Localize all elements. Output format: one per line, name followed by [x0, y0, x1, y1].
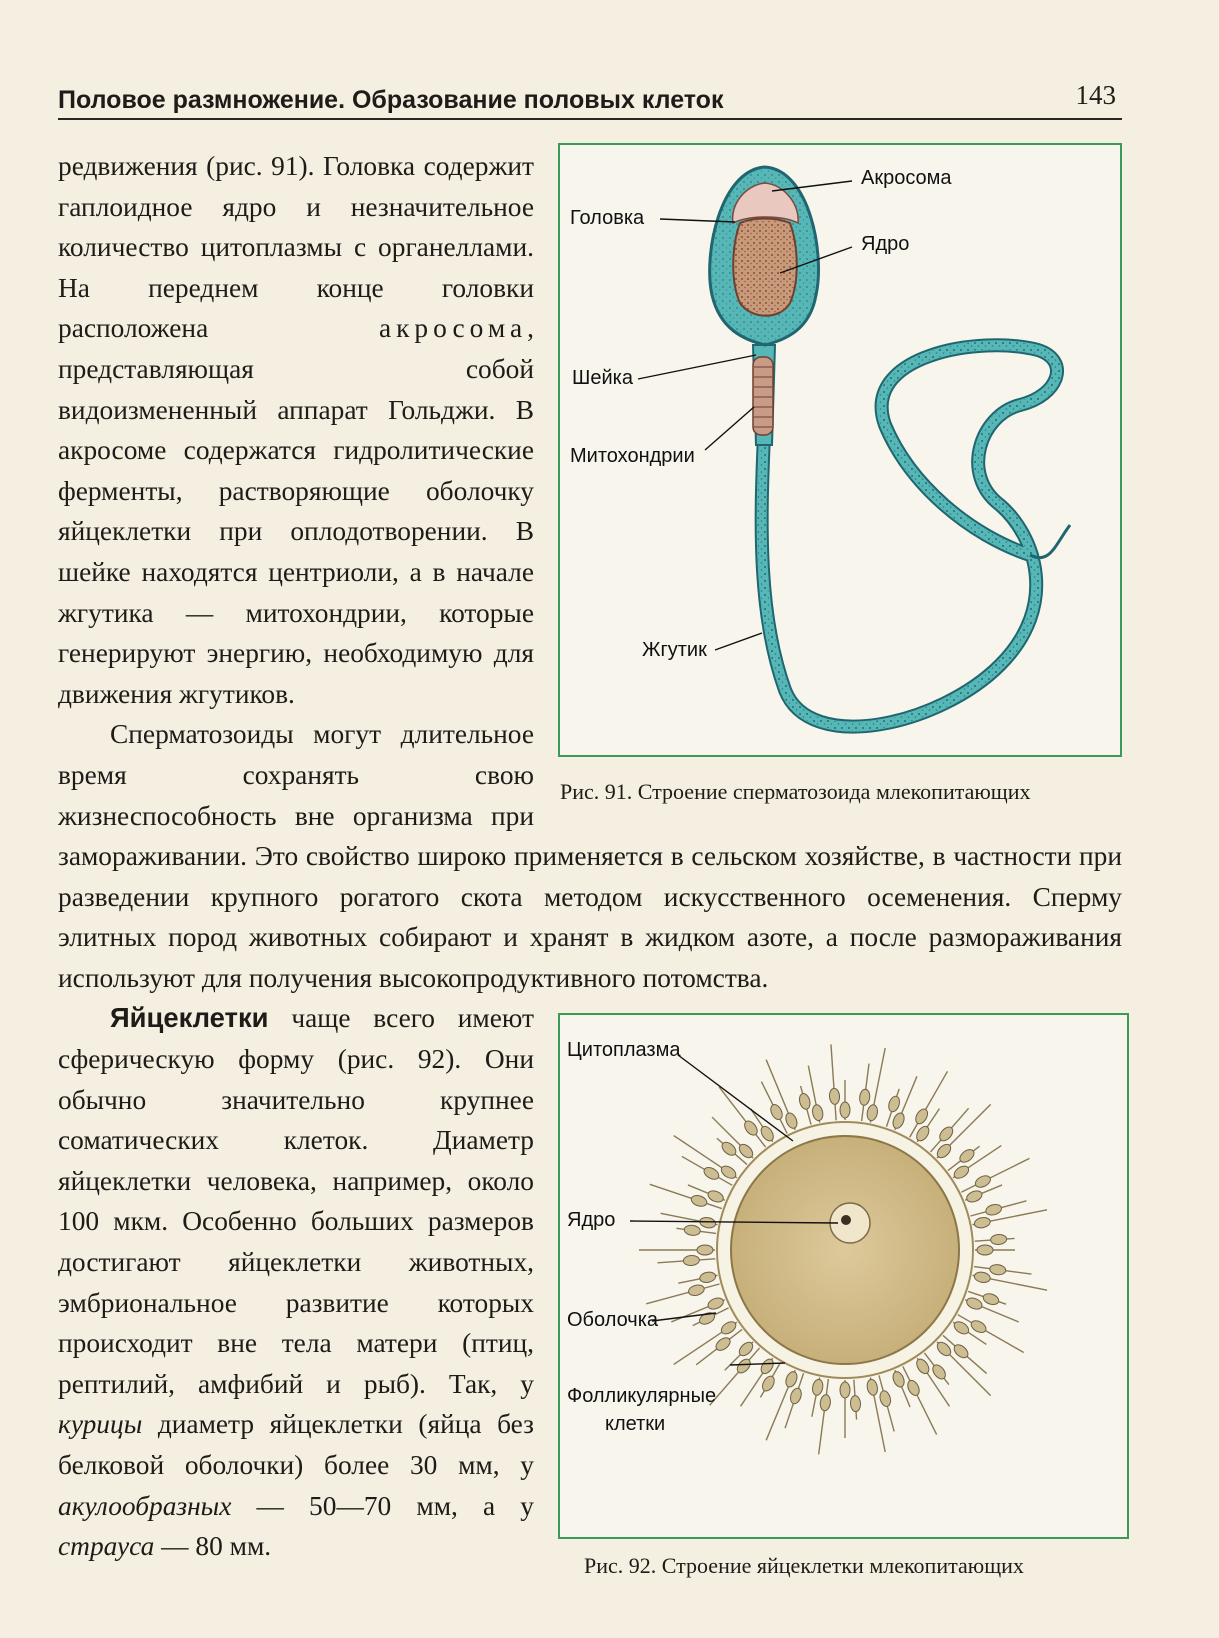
term-egg: Яйцеклетки [110, 1002, 269, 1034]
label-flagellum: Жгутик [642, 639, 707, 661]
label-follicular-line2: клетки [605, 1413, 666, 1435]
label-cytoplasm: Цитоплазма [567, 1039, 681, 1061]
figure-91-sperm [558, 143, 1122, 757]
label-membrane: Оболочка [567, 1309, 659, 1331]
caption-figure-91: Рис. 91. Строение сперматозоида млекопитающих [560, 779, 1031, 804]
paragraph-1: редвижения (рис. 91). Головка содержит гаплоидное ядро и незначительное количество цитоплазмы с органеллами. На переднем конце головки расположена акросома, представляющая собой видоизмененный аппарат Гольджи. В акросоме содержатся гидролитические ферменты, растворяющие оболочку яйцеклетки при оплодотворении. В шейке находятся центриоли, а в начале жгутика — митохондрии, которые генерируют энергию, необходимую для движения жгутиков. [58, 151, 534, 709]
figure-92-egg [558, 1013, 1129, 1539]
egg-illustration [560, 1015, 1127, 1537]
chapter-title: Половое размножение. Образование половых клеток [58, 86, 724, 114]
paragraph-3: Яйцеклетки чаще всего имеют сферическую форму (рис. 92). Они обычно значительно крупнее соматических клеток. Диаметр яйцеклетки человека, например, около 100 мкм. Особенно больших размеров достигают яйцеклетки животных, эмбриональное развитие которых происходит вне тела матери (птиц, рептилий, амфибий и рыб). Так, у курицы диаметр яйцеклетки (яйца без белковой оболочки) более 30 мм, у акулообразных — 50—70 мм, а у страуса — 80 мм. [58, 1002, 534, 1562]
label-nucleus: Ядро [861, 233, 910, 255]
term-acrosome: акросома [378, 313, 528, 344]
running-head [58, 78, 1122, 120]
label-egg-nucleus: Ядро [567, 1209, 616, 1231]
label-neck: Шейка [572, 367, 633, 389]
caption-figure-92: Рис. 92. Строение яйцеклетки млекопитающих [584, 1553, 1024, 1578]
label-head: Головка [570, 207, 645, 229]
paragraph-2: Сперматозоиды могут длительное время сохранять свою жизнеспособность вне организма при замораживании. Это свойство широко применяется в сельском хозяйстве, в частности при разведении крупного рогатого скота методом искусственного осеменения. Сперму элитных пород животных собирают и хранят в жидком азоте, а после размораживания используют для получения высокопродуктивного потомства. [58, 719, 1122, 993]
cytoplasm-shape [731, 1136, 959, 1364]
page-number: 143 [1075, 80, 1116, 110]
label-follicular-line1: Фолликулярные [567, 1385, 717, 1407]
label-mitochondria: Митохондрии [570, 445, 695, 467]
label-acrosome: Акросома [861, 167, 952, 189]
